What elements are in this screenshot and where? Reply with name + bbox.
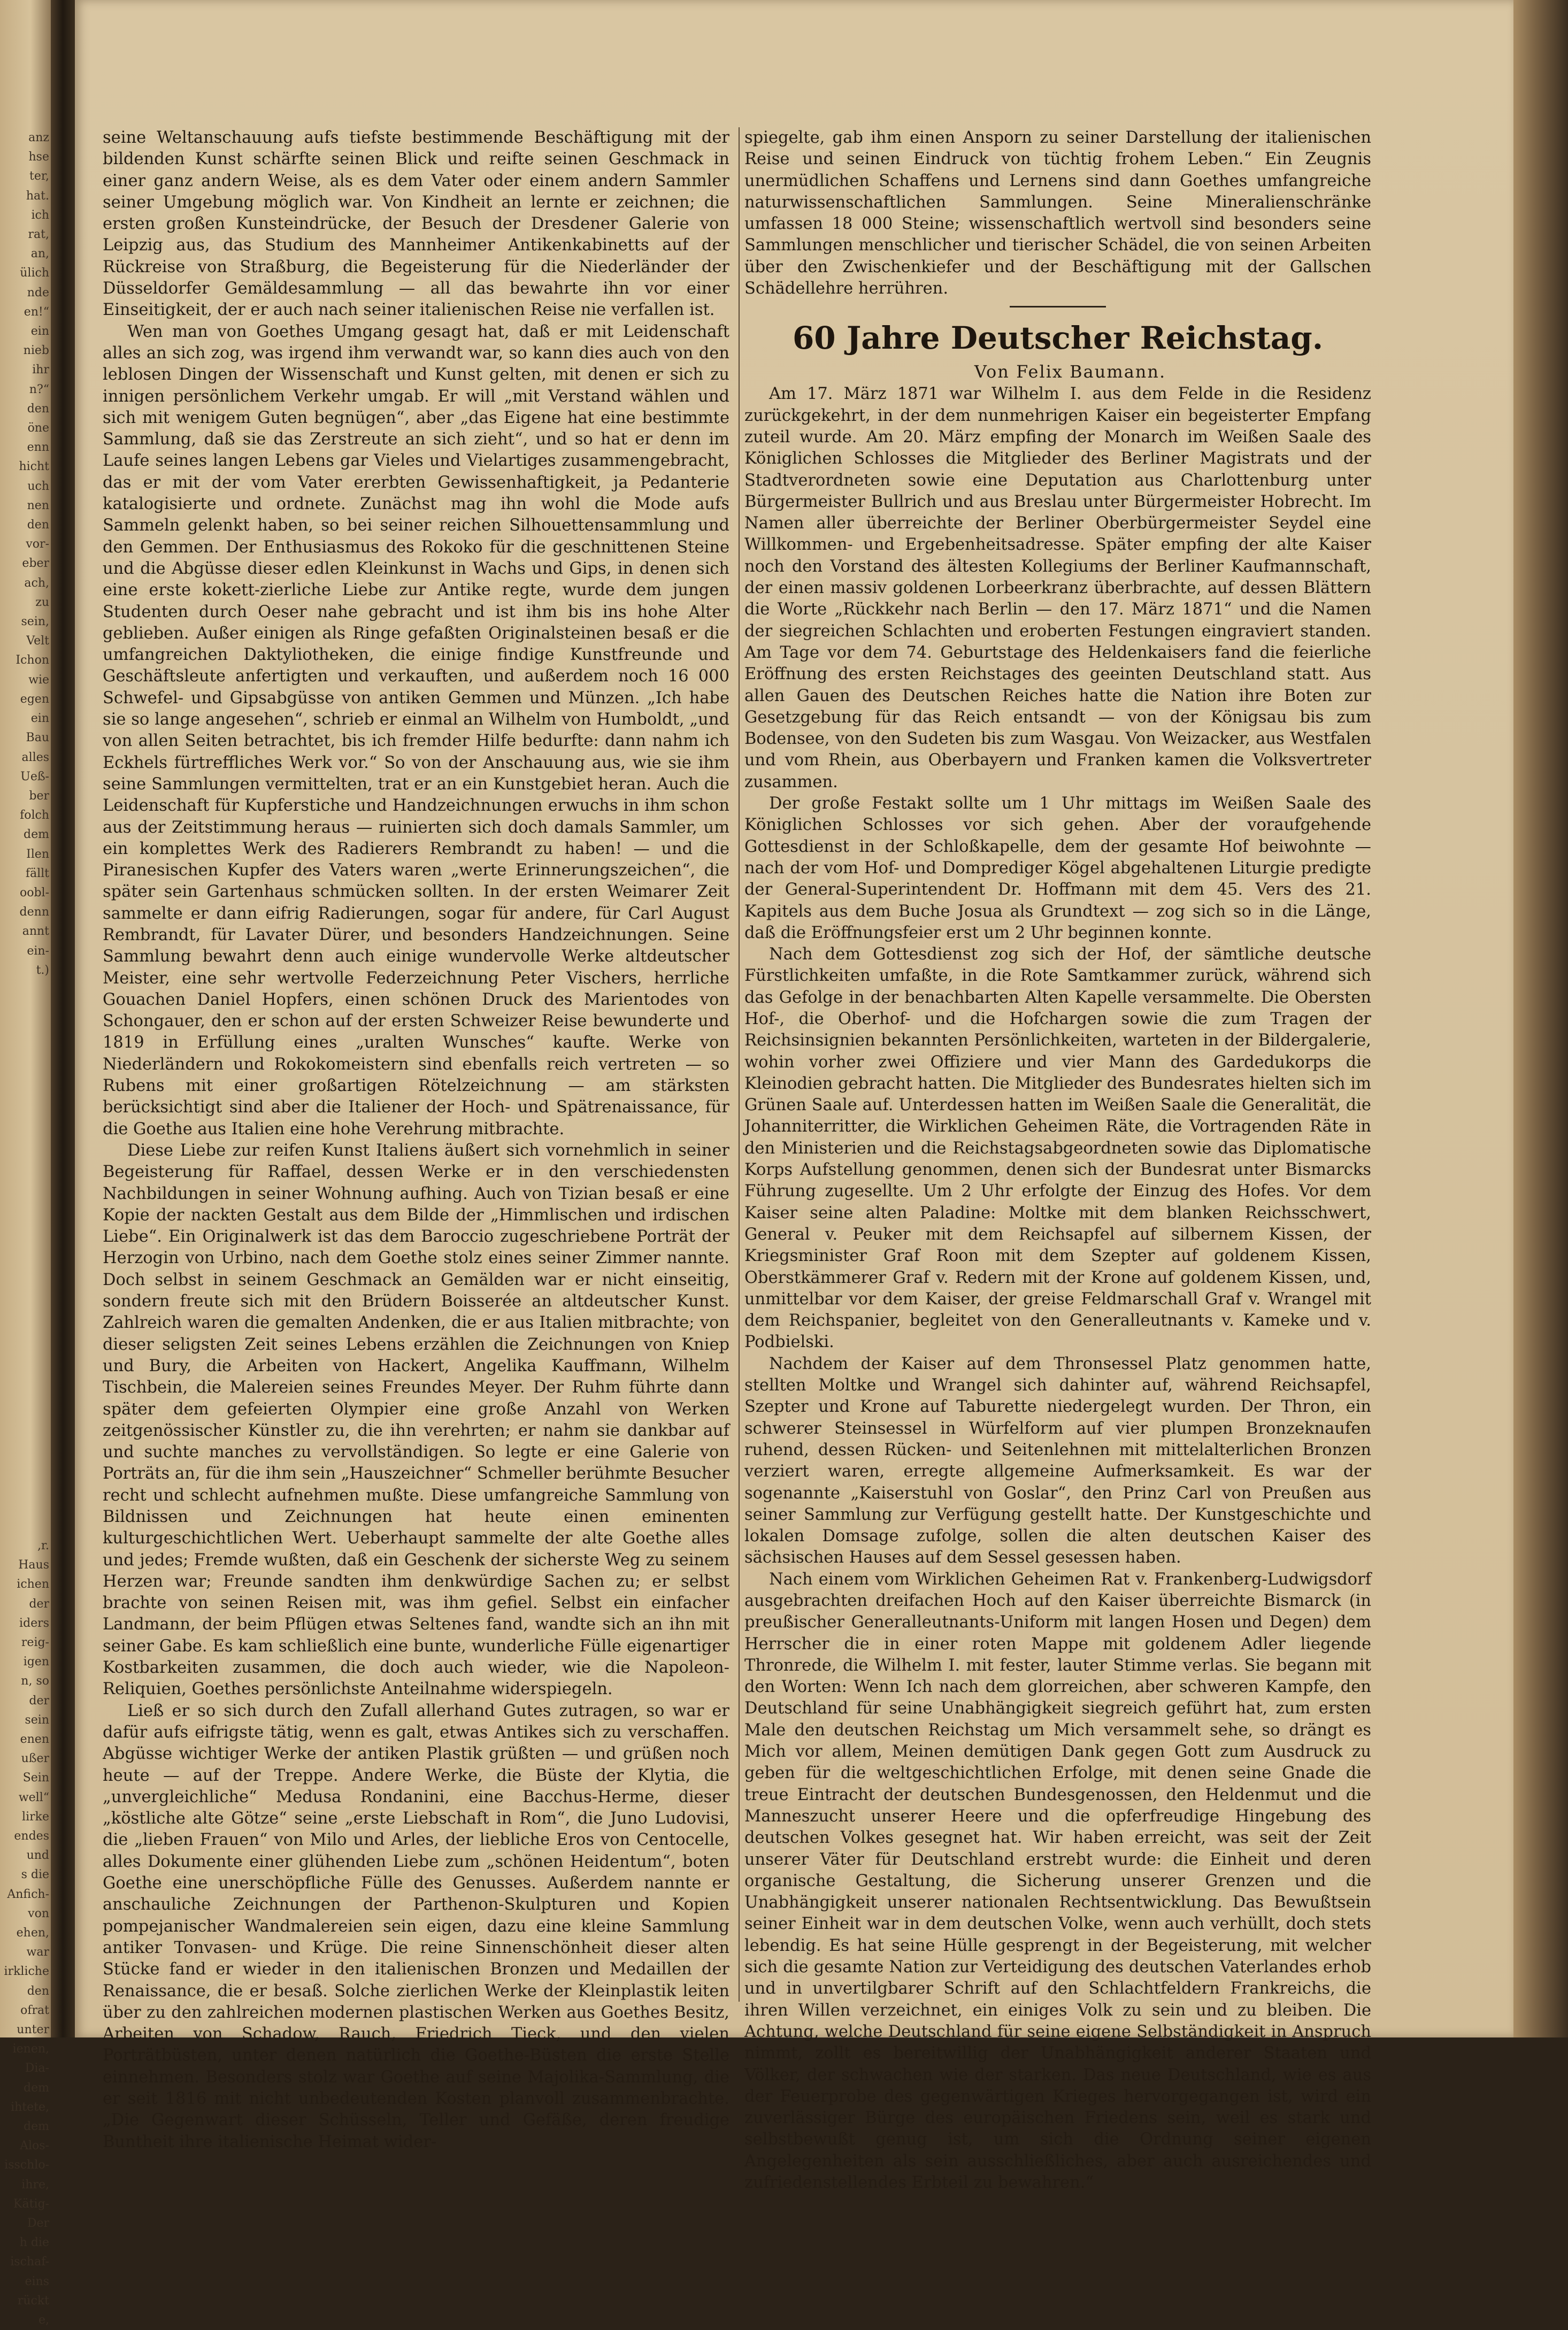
fragment-word: endes	[14, 1829, 49, 1843]
fragment-word: hicht	[19, 460, 49, 474]
fragment-word: der	[29, 1597, 49, 1611]
fragment-gap	[3, 980, 49, 1536]
fragment-word: wie	[28, 673, 49, 687]
fragment-word: hat.	[26, 189, 49, 203]
fragment-word: sein	[25, 1713, 49, 1727]
fragment-word: enen	[20, 1732, 49, 1746]
fragment-word: well“	[18, 1790, 49, 1804]
fragment-word: Ueß-	[20, 770, 49, 783]
fragment-word: Anfich-	[7, 1887, 49, 1901]
fragment-word: von	[28, 1906, 49, 1920]
fragment-word: lirke	[22, 1810, 49, 1824]
fragment-word: denn	[19, 905, 49, 919]
fragment-word: ischaf-	[10, 2255, 49, 2269]
fragment-word: Haus	[18, 1558, 49, 1572]
fragment-word: folch	[20, 809, 49, 822]
paragraph: Nach einem vom Wirklichen Geheimen Rat v. Frankenberg-Ludwigsdorf ausgebrachten dreifachen Hoch auf den Kaiser überreichte Bismarck (in preußischer Generalleutnants-Uniform mit langen Hosen und Degen) dem Herrscher die in einer roten Mappe mit goldenem Adler liegende Thronrede, die Wilhelm I. mit fester, lauter Stimme verlas. Sie begann mit den Worten: Wenn Ich nach dem glorreichen, aber schweren Kampfe, den Deutschland für seine Unabhängigkeit siegreich geführt hat, zum ersten Male den deutschen Reichstag um Mich versammelt sehe, so drängt es Mich vor allem, Meinen demütigen Dank gegen Gott zum Ausdruck zu geben für die weltgeschichtlichen Erfolge, mit denen seine Gnade die treue Eintracht der deutschen Bundesgenossen, den Heldenmut und die Manneszucht unserer Heere und die opferfreudige Hingebung des deutschen Volkes gesegnet hat. Wir haben erreicht, was seit der Zeit unserer Väter für Deutschland erstrebt wurde: die Einheit und deren organische Gestaltung, die Sicherung unserer Grenzen und die Unabhängigkeit unserer nationalen Rechtsentwicklung. Das Bewußtsein seiner Einheit war in dem deutschen Volke, wenn auch verhüllt, doch stets lebendig. Es hat seine Hülle gesprengt in der Begeisterung, mit welcher sich die gesamte Nation zur Verteidigung des deutschen Vaterlandes erhob und in unvertilgbarer Schrift auf den Schlachtfeldern Frankreichs, die ihren Willen verzeichnet, ein einiges Volk zu sein und zu bleiben. Die Achtung, welche Deutschland für seine eigene Selbständigkeit in Anspruch nimmt, zollt es bereitwillig der Unabhängigkeit anderer Staaten und Völker, der schwachen wie der starken. Das neue Deutschland, wie es aus der Feuerprobe des gegenwärtigen Krieges hervorgegangen ist, wird ein zuverlässiger Bürge des europäischen Friedens sein, weil es stark und selbstbewußt genug ist, um sich die Ordnung seiner eigenen Angelegenheiten als sein ausschließliches, aber auch ausreichendes und zufriedenstellendes Erbteil zu bewahren.“	[744, 1570, 1371, 2193]
fragment-word: an,	[30, 247, 49, 261]
fragment-word: s die	[21, 1868, 49, 1882]
fragment-word: ein-	[27, 944, 49, 958]
fragment-word: ich	[31, 208, 49, 222]
previous-page-fragment	[3, 128, 49, 2330]
fragment-word: ehen,	[16, 1926, 49, 1940]
fragment-word: und	[26, 1849, 49, 1863]
fragment-word: igen	[23, 1655, 49, 1669]
fragment-word: ußer	[21, 1752, 49, 1766]
paragraph: Am 17. März 1871 war Wilhelm I. aus dem Felde in die Residenz zurückgekehrt, in der dem nunmehrigen Kaiser ein begeisterter Empfang zuteil wurde. Am 20. März empfing der Monarch im Weißen Saale des Königlichen Schlosses die Mitglieder des Berliner Magistrats und der Stadtverordneten sowie eine Deputation aus Charlottenburg unter Bürgermeister Bullrich und aus Breslau unter Bürgermeister Hobrecht. Im Namen aller überreichte der Berliner Oberbürgermeister Seydel eine Willkommen- und Ergebenheitsadresse. Später empfing der alte Kaiser noch den Vorstand des ältesten Kollegiums der Berliner Kaufmannschaft, der einen massiv goldenen Lorbeerkranz überbrachte, auf dessen Blättern die Worte „Rückkehr nach Berlin — den 17. März 1871“ und die Namen der siegreichen Schlachten und eroberten Festungen eingraviert standen. Am Tage vor dem 74. Geburtstage des Heldenkaisers fand die feierliche Eröffnung des ersten Reichstages des geeinten Deutschland statt. Aus allen Gauen des Deutschen Reiches hatte die Nation ihre Boten zur Gesetzgebung für das Reich entsandt — von der Königsau bis zum Bodensee, von den Sudeten bis zum Wasgau. Von Weizacker, aus Westfalen und vom Rhein, aus Oberbayern und Franken kamen die Volksvertreter zusammen.	[744, 385, 1371, 791]
fragment-word: ihre,	[21, 2178, 49, 2191]
fragment-word: ach,	[24, 576, 49, 590]
fragment-word: egen	[20, 692, 49, 706]
paragraph: Nach dem Gottesdienst zog sich der Hof, der sämtliche deutsche Fürstlichkeiten umfaßte, in die Rote Samtkammer zurück, während sich das Gefolge in der benachbarten Alten Kapelle versammelte. Die Obersten Hof-, die Oberhof- und die Hofchargen sowie die zum Tragen der Reichsinsignien bekannten Persönlichkeiten, warteten in der Bildergalerie, wohin vorher zwei Offiziere und vier Mann des Gardedukorps die Kleinodien gebracht hatten. Die Mitglieder des Bundesrates hielten sich im Grünen Saale auf. Unterdessen hatten im Weißen Saale die Generalität, die Johanniterritter, die Wirklichen Geheimen Räte, die Vortragenden Räte in den Ministerien und die Reichstagsabgeordneten sowie das Diplomatische Korps Aufstellung genommen, denen sich der Bundesrat unter Bismarcks Führung zugesellte. Um 2 Uhr erfolgte der Einzug des Hofes. Vor dem Kaiser seine alten Paladine: Moltke mit dem blanken Reichsschwert, General v. Peuker mit dem Reichsapfel auf silbernem Kissen, der Kriegsminister Graf Roon mit dem Szepter auf goldenem Kissen, Oberstkämmerer Graf v. Redern mit der Krone auf goldenem Kissen, und, unmittelbar vor dem Kaiser, der greise Feldmarschall Graf v. Wrangel mit dem Reichspanier, begleitet von den Generalleutnants v. Kameke und v. Podbielski.	[744, 945, 1371, 1352]
fragment-word: ichen	[17, 1578, 49, 1591]
fragment-word: ihr	[32, 363, 49, 377]
fragment-word: öne	[27, 421, 49, 435]
fragment-word: anz	[28, 131, 49, 144]
paragraph: Diese Liebe zur reifen Kunst Italiens äußert sich vornehmlich in seiner Begeisterung für Raffael, dessen Werke er in den verschiedensten Nachbildungen in seiner Wohnung aufhing. Auch von Tizian besaß er eine Kopie der nackten Gestalt aus dem Bilde der „Himmlischen und irdischen Liebe“. Ein Originalwerk ist das dem Baroccio zugeschriebene Porträt der Herzogin von Urbino, nach dem Goethe stolz eines seiner Zimmer nannte. Doch selbst in seinem Geschmack an Gemälden war er nicht einseitig, sondern freute sich mit den Brüdern Boisserée an altdeutscher Kunst. Zahlreich waren die gemalten Andenken, die er aus Italien mitbrachte; von dieser seligsten Zeit seines Lebens erzählen die Zeichnungen von Kniep und Bury, die Arbeiten von Hackert, Angelika Kauffmann, Wilhelm Tischbein, die Malereien seines Freundes Meyer. Der Ruhm führte dann später dem gefeierten Olympier eine große Anzahl von Werken zeitgenössischer Künstler zu, die ihn verehrten; er nahm sie dankbar auf und suchte manches zu vervollständigen. So legte er eine Galerie von Porträts an, für die ihm sein „Hauszeichner“ Schmeller berühmte Besucher recht und schlecht aufnehmen mußte. Diese umfangreiche Sammlung von Bildnissen und Zeichnungen hat heute einen eminenten kulturgeschichtlichen Wert. Ueberhaupt sammelte der alte Goethe alles und jedes; Fremde wußten, daß ein Geschenk der sicherste Weg zu seinem Herzen war; Freunde sandten ihm denkwürdige Sachen zu; er selbst brachte von seinen Reisen mit, was ihm gefiel. Selbst ein einfacher Landmann, der beim Pflügen etwas Seltenes fand, wandte sich an ihn mit seiner Gabe. Es kam schließlich eine bunte, wunderliche Fülle eigenartiger Kostbarkeiten zusammen, die doch auch wieder, wie die Napoleon-Reliquien, Goethes persönlichste Anteilnahme widerspiegeln.	[103, 1141, 729, 1699]
fragment-word: n, so	[21, 1674, 49, 1688]
fragment-word: Dia-	[25, 2062, 49, 2075]
paragraph: Ließ er so sich durch den Zufall allerhand Gutes zutragen, so war er dafür aufs eifrigste tätig, wenn es galt, etwas Antikes sich zu verschaffen. Abgüsse wichtiger Werke der antiken Plastik grüßten — und grüßen noch heute — auf der Treppe. Andere Werke, die Büste der Klytia, die „unvergleichliche“ Medusa Rondanini, eine Bacchus-Herme, dieser „köstliche alte Götze“ seine „erste Liebschaft in Rom“, die Juno Ludovisi, die „lieben Frauen“ von Milo und Arles, der liebliche Eros von Centocelle, alles Dokumente einer glühenden Liebe zum „schönen Heidentum“, boten Goethe eine unerschöpfliche Fülle des Genusses. Außerdem nannte er anschauliche Zeichnungen der Parthenon-Skulpturen und Kopien pompejanischer Wandmalereien sein eigen, dazu eine kleine Sammlung antiker Tonvasen- und Krüge. Die reine Sinnenschönheit dieser alten Stücke fand er wieder in den italienischen Bronzen und Medaillen der Renaissance, die er besaß. Solche zierlichen Werke der Kleinplastik leiten über zu den zahlreichen modernen plastischen Werken aus Goethes Besitz, Arbeiten von Schadow, Rauch, Friedrich Tieck, und den vielen Porträtbüsten, unter denen natürlich die Goethe-Büsten die erste Stelle einnehmen. Besonders stolz war Goethe auf seine Majolika-Sammlung, die er seit 1816 mit nicht unbedeutenden Kosten planvoll zusammenbrachte. „Die Gegenwart dieser Schüsseln, Teller und Gefäße, deren freudige Buntheit ihre italienische Heimat wider-	[103, 1701, 729, 2151]
paragraph: spiegelte, gab ihm einen Ansporn zu seiner Darstellung der italienischen Reise und seinen Eindruck von tüchtig frohem Leben.“ Ein Zeugnis unermüdlichen Schaffens und Lernens sind dann Goethes umfangreiche naturwissenschaftlichen Sammlungen. Seine Mineralienschränke umfassen 18 000 Steine; wissenschaftlich wertvoll sind besonders seine Sammlungen menschlicher und tierischer Schädel, die von seinen Arbeiten über den Zwischenkiefer und der Beschäftigung mit der Gallschen Schädellehre herrühren.	[744, 128, 1371, 298]
fragment-word: iders	[19, 1616, 49, 1630]
book-gutter	[51, 0, 75, 2037]
fragment-word: dem	[24, 2081, 49, 2095]
fragment-word: ter,	[29, 170, 49, 183]
book-cover-edge	[1513, 0, 1568, 2037]
fragment-word: h die	[19, 2236, 49, 2250]
paragraph: Wen man von Goethes Umgang gesagt hat, daß er mit Leidenschaft alles an sich zog, was irgend ihm verwandt war, so kann dies auch von den leblosen Dingen der Wissenschaft und Kunst gelten, mit denen er sich zu innigen persönlichem Verkehr umgab. Er will „mit Verstand wählen und sich mit wenigem Guten begnügen“, aber „das Eigene hat eine bestimmte Sammlung, daß sie das Zerstreute an sich zieht“, und so hat er denn im Laufe seines langen Lebens gar Vieles und Vielartiges zusammengebracht, das er mit der vom Vater ererbten Gewissenhaftigkeit, ja Pedanterie katalogisierte und ordnete. Zunächst mag ihn wohl die Mode aufs Sammeln gelenkt haben, so bei seiner reichen Silhouettensammlung und den Gemmen. Der Enthusiasmus des Rokoko für die geschnittenen Steine und die Abgüsse dieser edlen Kleinkunst in Wachs und Gips, in denen sich eine erste kokett-zierliche Liebe zur Antike regte, wurde dem jungen Studenten durch Oeser nahe gebracht und ist ihm bis ins hohe Alter geblieben. Außer einigen als Ringe gefaßten Originalsteinen besaß er die umfangreichen Daktyliotheken, die einige findige Kunstfreunde und Geschäftsleute anfertigten und verkauften, und außerdem noch 16 000 Schwefel- und Gipsabgüsse von antiken Gemmen und Münzen. „Ich habe sie so lange angesehen“, schrieb er einmal an Wilhelm von Humboldt, „und von allen Seiten betrachtet, bis ich fremder Hilfe bedurfte: dann nahm ich Eckhels fürtreffliches Werk vor.“ So von der Anschauung aus, wie sie ihm seine Sammlungen vermittelten, trat er an ein Kunstgebiet heran. Auch die Leidenschaft für Kupferstiche und Handzeichnungen erwuchs in ihm schon aus der Zeitstimmung heraus — ruinierten sich doch damals Sammler, um ein komplettes Werk des Radierers Rembrandt zu haben! — und die Piranesischen Kupfer des Vaters waren „werte Erinnerungszeichen“, die später sein Gartenhaus schmücken sollten. In der ersten Weimarer Zeit sammelte er dann eifrig Radierungen, sogar für andere, für Carl August Rembrandt, für Lavater Dürer, und besonders Handzeichnungen. Seine Sammlung bewahrt denn auch einige wundervolle Werke altdeutscher Meister, eine sehr wertvolle Federzeichnung Peter Vischers, herrliche Gouachen Daniel Hopfers, einen schönen Druck des Marientodes von Schongauer, den er schon auf der ersten Schweizer Reise bewunderte und 1819 in Erfüllung eines „uralten Wunsches“ kaufte. Werke von Niederländern und Rokokomeistern sind ebenfalls reich vertreten — so Rubens mit einer großartigen Rötelzeichnung — am stärksten berücksichtigt sind aber die Italiener der Hoch- und Spätrenaissance, für die Goethe aus Italien eine hohe Verehrung mitbrachte.	[103, 322, 729, 1139]
fragment-word: den	[27, 518, 49, 532]
section-divider	[1010, 306, 1106, 307]
left-column	[103, 127, 729, 2153]
column-rule	[739, 127, 740, 2002]
fragment-word: unter	[17, 2023, 49, 2037]
fragment-word: nen	[27, 498, 49, 512]
right-column	[744, 127, 1371, 2194]
fragment-word: Alos-	[20, 2139, 49, 2153]
fragment-word: fällt	[25, 866, 49, 880]
article-byline: Von Felix Baumann.	[974, 362, 1166, 382]
fragment-word: uch	[27, 479, 49, 493]
fragment-word: isschlo-	[4, 2158, 49, 2172]
fragment-word: Sein	[22, 1771, 49, 1785]
fragment-word: t.)	[36, 963, 49, 977]
fragment-word: zu	[35, 595, 49, 609]
paragraph: seine Weltanschauung aufs tiefste bestimmende Beschäftigung mit der bildenden Kunst schärfte seinen Blick und reifte seinen Geschmack in einer ganz andern Weise, als es dem Vater oder einem andern Sammler seiner Umgebung möglich war. Von Kindheit an lernte er zeichnen; die ersten großen Kunsteindrücke, der Besuch der Dresdener Galerie von Leipzig aus, das Studium des Mannheimer Antikenkabinetts auf der Rückreise von Straßburg, die Begeisterung für die Niederländer der Düsseldorfer Gemäldesammlung — all das bewahrte ihn vor einer Einseitigkeit, der er auch nach seiner italienischen Reise nie verfallen ist.	[103, 128, 729, 320]
fragment-word: rat,	[28, 228, 49, 242]
fragment-word: der	[29, 1694, 49, 1708]
fragment-word: ofrat	[20, 2003, 49, 2017]
fragment-word: eber	[22, 557, 49, 571]
fragment-word: ‚r.	[37, 1539, 49, 1552]
fragment-word: nde	[27, 286, 49, 299]
fragment-word: ülich	[20, 266, 49, 280]
fragment-word: n?“	[29, 382, 49, 396]
fragment-word: annt	[22, 925, 49, 939]
fragment-word: Ilen	[26, 847, 49, 861]
fragment-word: alles	[21, 750, 49, 764]
fragment-word: Velt	[26, 634, 49, 648]
fragment-word: en!“	[24, 305, 49, 319]
fragment-word: hse	[28, 150, 49, 164]
fragment-word: ein	[30, 712, 49, 726]
paragraph: Der große Festakt sollte um 1 Uhr mittags im Weißen Saale des Königlichen Schlosses vor sich gehen. Aber der voraufgehende Gottesdienst in der Schloßkapelle, dem der gesamte Hof beiwohnte — nach der vom Hof- und Domprediger Kögel abgehaltenen Liturgie predigte der General-Superintendent Dr. Hoffmann mit dem 45. Vers des 21. Kapitels aus dem Buche Josua als Grundtext — zog sich so in die Länge, daß die Eröffnungsfeier erst um 2 Uhr beginnen konnte.	[744, 794, 1371, 942]
fragment-word: e,	[38, 2313, 49, 2327]
fragment-word: vor-	[26, 537, 49, 551]
fragment-word: oobl-	[19, 886, 49, 899]
fragment-word: dem	[24, 828, 49, 842]
fragment-word: irkliche	[4, 1965, 49, 1979]
fragment-word: reig-	[21, 1635, 49, 1649]
paragraph: Nachdem der Kaiser auf dem Thronsessel Platz genommen hatte, stellten Moltke und Wrangel sich dahinter auf, während Reichsapfel, Szepter und Krone auf Taburette niedergelegt wurden. Der Thron, ein schwerer Steinsessel in Würfelform auf vier plumpen Bronzeknaufen ruhend, dessen Rücken- und Seitenlehnen mit mittelalterlichen Bronzen verziert waren, erregte allgemeine Aufmerksamkeit. Es war der sogenannte „Kaiserstuhl von Goslar“, den Prinz Carl von Preußen aus seiner Sammlung zur Verfügung gestellt hatte. Der Kunstgeschichte und lokalen Domsage zufolge, sollen die alten deutschen Kaiser des sächsischen Hauses auf dem Sessel gesessen haben.	[744, 1354, 1371, 1567]
fragment-word: Kätig-	[13, 2197, 49, 2211]
fragment-word: rückt	[17, 2294, 49, 2308]
fragment-word: ber	[29, 789, 49, 803]
fragment-word: ein	[30, 325, 49, 339]
fragment-word: Bau	[26, 731, 49, 745]
previous-page-edge	[0, 0, 51, 2327]
fragment-word: nieb	[23, 344, 49, 358]
fragment-word: war	[26, 1945, 49, 1959]
fragment-word: eins	[25, 2274, 49, 2288]
fragment-word: sein,	[21, 615, 49, 629]
fragment-word: Der	[27, 2217, 49, 2231]
article-title: 60 Jahre Deutscher Reichstag.	[792, 320, 1324, 357]
fragment-word: den	[27, 1984, 49, 1998]
fragment-word: ihtete,	[11, 2100, 49, 2114]
fragment-word: ienen,	[12, 2042, 49, 2056]
fragment-word: Ichon	[16, 653, 49, 667]
fragment-word: den	[27, 402, 49, 416]
fragment-word: dem	[24, 2120, 49, 2134]
fragment-word: enn	[27, 441, 49, 455]
